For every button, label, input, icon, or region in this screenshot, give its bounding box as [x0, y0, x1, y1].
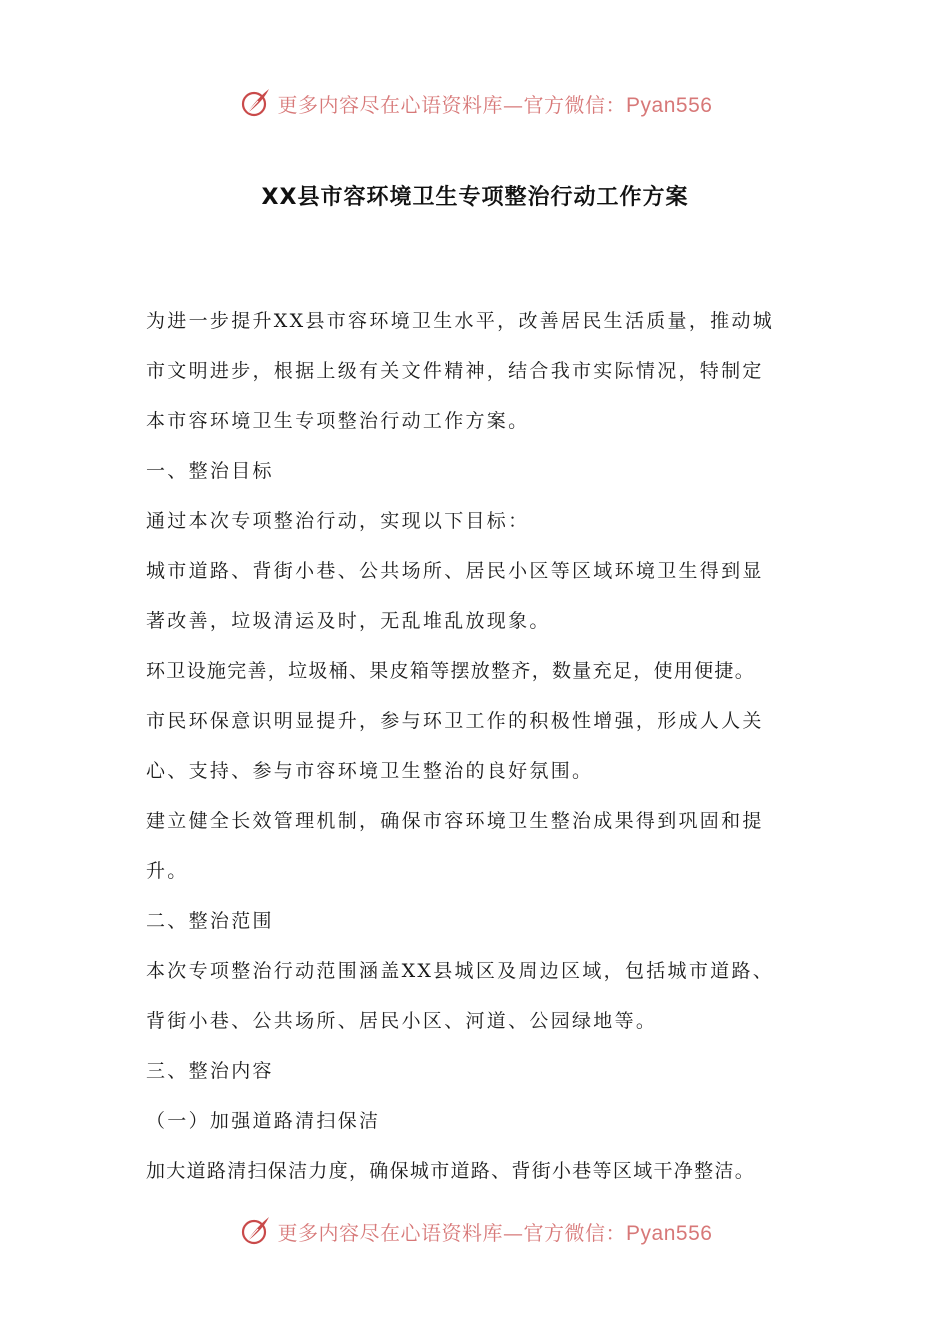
section-heading: 二、整治范围: [146, 910, 274, 932]
body-line: 环卫设施完善，垃圾桶、果皮箱等摆放整齐，数量充足，使用便捷。: [146, 660, 756, 682]
watermark-header: [0, 86, 950, 120]
body-line: 加大道路清扫保洁力度，确保城市道路、背街小巷等区域干净整洁。: [146, 1160, 756, 1182]
body-line: 本次专项整治行动范围涵盖XX县城区及周边区域，包括城市道路、: [146, 960, 775, 982]
body-line: 为进一步提升XX县市容环境卫生水平，改善居民生活质量，推动城: [146, 310, 775, 332]
wechat-id: Pyan556: [626, 1221, 713, 1245]
document-body: [146, 296, 816, 1196]
body-line: 城市道路、背街小巷、公共场所、居民小区等区域环境卫生得到显: [146, 560, 764, 582]
watermark-text: 更多内容尽在心语资料库—官方微信：Pyan556: [277, 1220, 713, 1245]
body-line: 市民环保意识明显提升，参与环卫工作的积极性增强，形成人人关: [146, 710, 764, 732]
subsection-heading: （一）加强道路清扫保洁: [146, 1110, 381, 1132]
watermark-footer: [0, 1214, 950, 1248]
body-line: 市文明进步，根据上级有关文件精神，结合我市实际情况，特制定: [146, 360, 764, 382]
watermark-text: 更多内容尽在心语资料库—官方微信：Pyan556: [277, 92, 713, 117]
document-title: XX县市容环境卫生专项整治行动工作方案: [261, 185, 689, 210]
quill-pen-logo-icon: [238, 1214, 272, 1248]
section-heading: 三、整治内容: [146, 1060, 274, 1082]
body-line: 本市容环境卫生专项整治行动工作方案。: [146, 410, 530, 432]
wechat-id: Pyan556: [626, 93, 713, 117]
section-heading: 一、整治目标: [146, 460, 274, 482]
quill-pen-logo-icon: [238, 86, 272, 120]
body-line: 建立健全长效管理机制，确保市容环境卫生整治成果得到巩固和提: [146, 810, 764, 832]
body-line: 著改善，垃圾清运及时，无乱堆乱放现象。: [146, 610, 551, 632]
body-line: 背街小巷、公共场所、居民小区、河道、公园绿地等。: [146, 1010, 658, 1032]
body-line: 心、支持、参与市容环境卫生整治的良好氛围。: [146, 760, 594, 782]
body-line: 通过本次专项整治行动，实现以下目标：: [146, 510, 530, 532]
body-line: 升。: [146, 860, 189, 882]
